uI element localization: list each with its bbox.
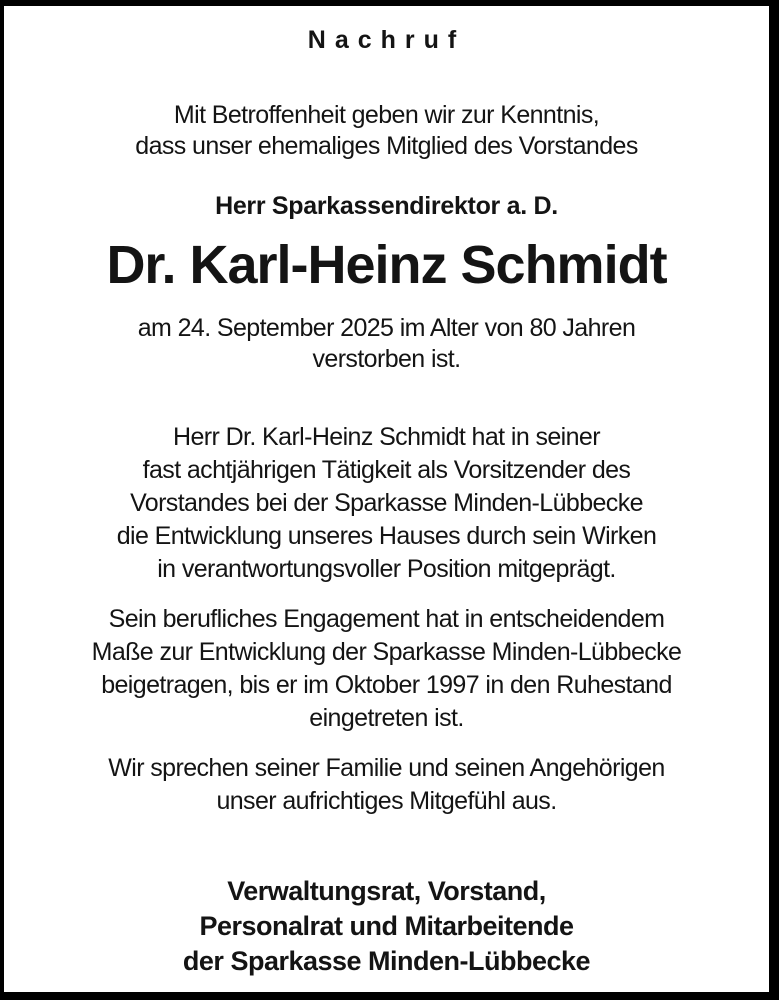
career-line: Maße zur Entwicklung der Sparkasse Minden-Lübbecke — [91, 638, 682, 666]
signature-line: Verwaltungsrat, Vorstand, — [227, 876, 546, 906]
career-paragraph — [4, 603, 769, 735]
intro-line: Mit Betroffenheit geben wir zur Kenntnis, — [173, 101, 600, 129]
condolence-line: unser aufrichtiges Mitgefühl aus. — [216, 787, 557, 815]
tribute-line: Herr Dr. Karl-Heinz Schmidt hat in seiner — [173, 423, 600, 451]
intro-line: dass unser ehemaliges Mitglied des Vorstandes — [135, 132, 638, 160]
signature-line: der Sparkasse Minden-Lübbecke — [182, 946, 591, 976]
death-info-line: am 24. September 2025 im Alter von 80 Jahren — [137, 314, 636, 342]
condolence-line: Wir sprechen seiner Familie und seinen Angehörigen — [108, 754, 665, 782]
honorific-title: Herr Sparkassendirektor a. D. — [215, 192, 558, 220]
tribute-line: in verantwortungsvoller Position mitgeprägt. — [157, 555, 616, 583]
tribute-line: Vorstandes bei der Sparkasse Minden-Lübbecke — [130, 489, 643, 517]
tribute-paragraph — [4, 421, 769, 586]
condolence-paragraph — [4, 752, 769, 818]
career-line: beigetragen, bis er im Oktober 1997 in den Ruhestand — [101, 671, 672, 699]
death-info-line: verstorben ist. — [312, 345, 461, 373]
intro-paragraph — [4, 100, 769, 162]
deceased-name: Dr. Karl-Heinz Schmidt — [106, 235, 667, 295]
signature-block — [4, 874, 769, 979]
signature-line: Personalrat und Mitarbeitende — [199, 911, 574, 941]
career-line: eingetreten ist. — [309, 704, 464, 732]
tribute-line: die Entwicklung unseres Hauses durch sein Wirken — [116, 522, 657, 550]
notice-title: Nachruf — [307, 26, 466, 54]
death-info — [4, 313, 769, 375]
career-line: Sein berufliches Engagement hat in entscheidendem — [108, 605, 665, 633]
tribute-line: fast achtjährigen Tätigkeit als Vorsitzender des — [142, 456, 631, 484]
